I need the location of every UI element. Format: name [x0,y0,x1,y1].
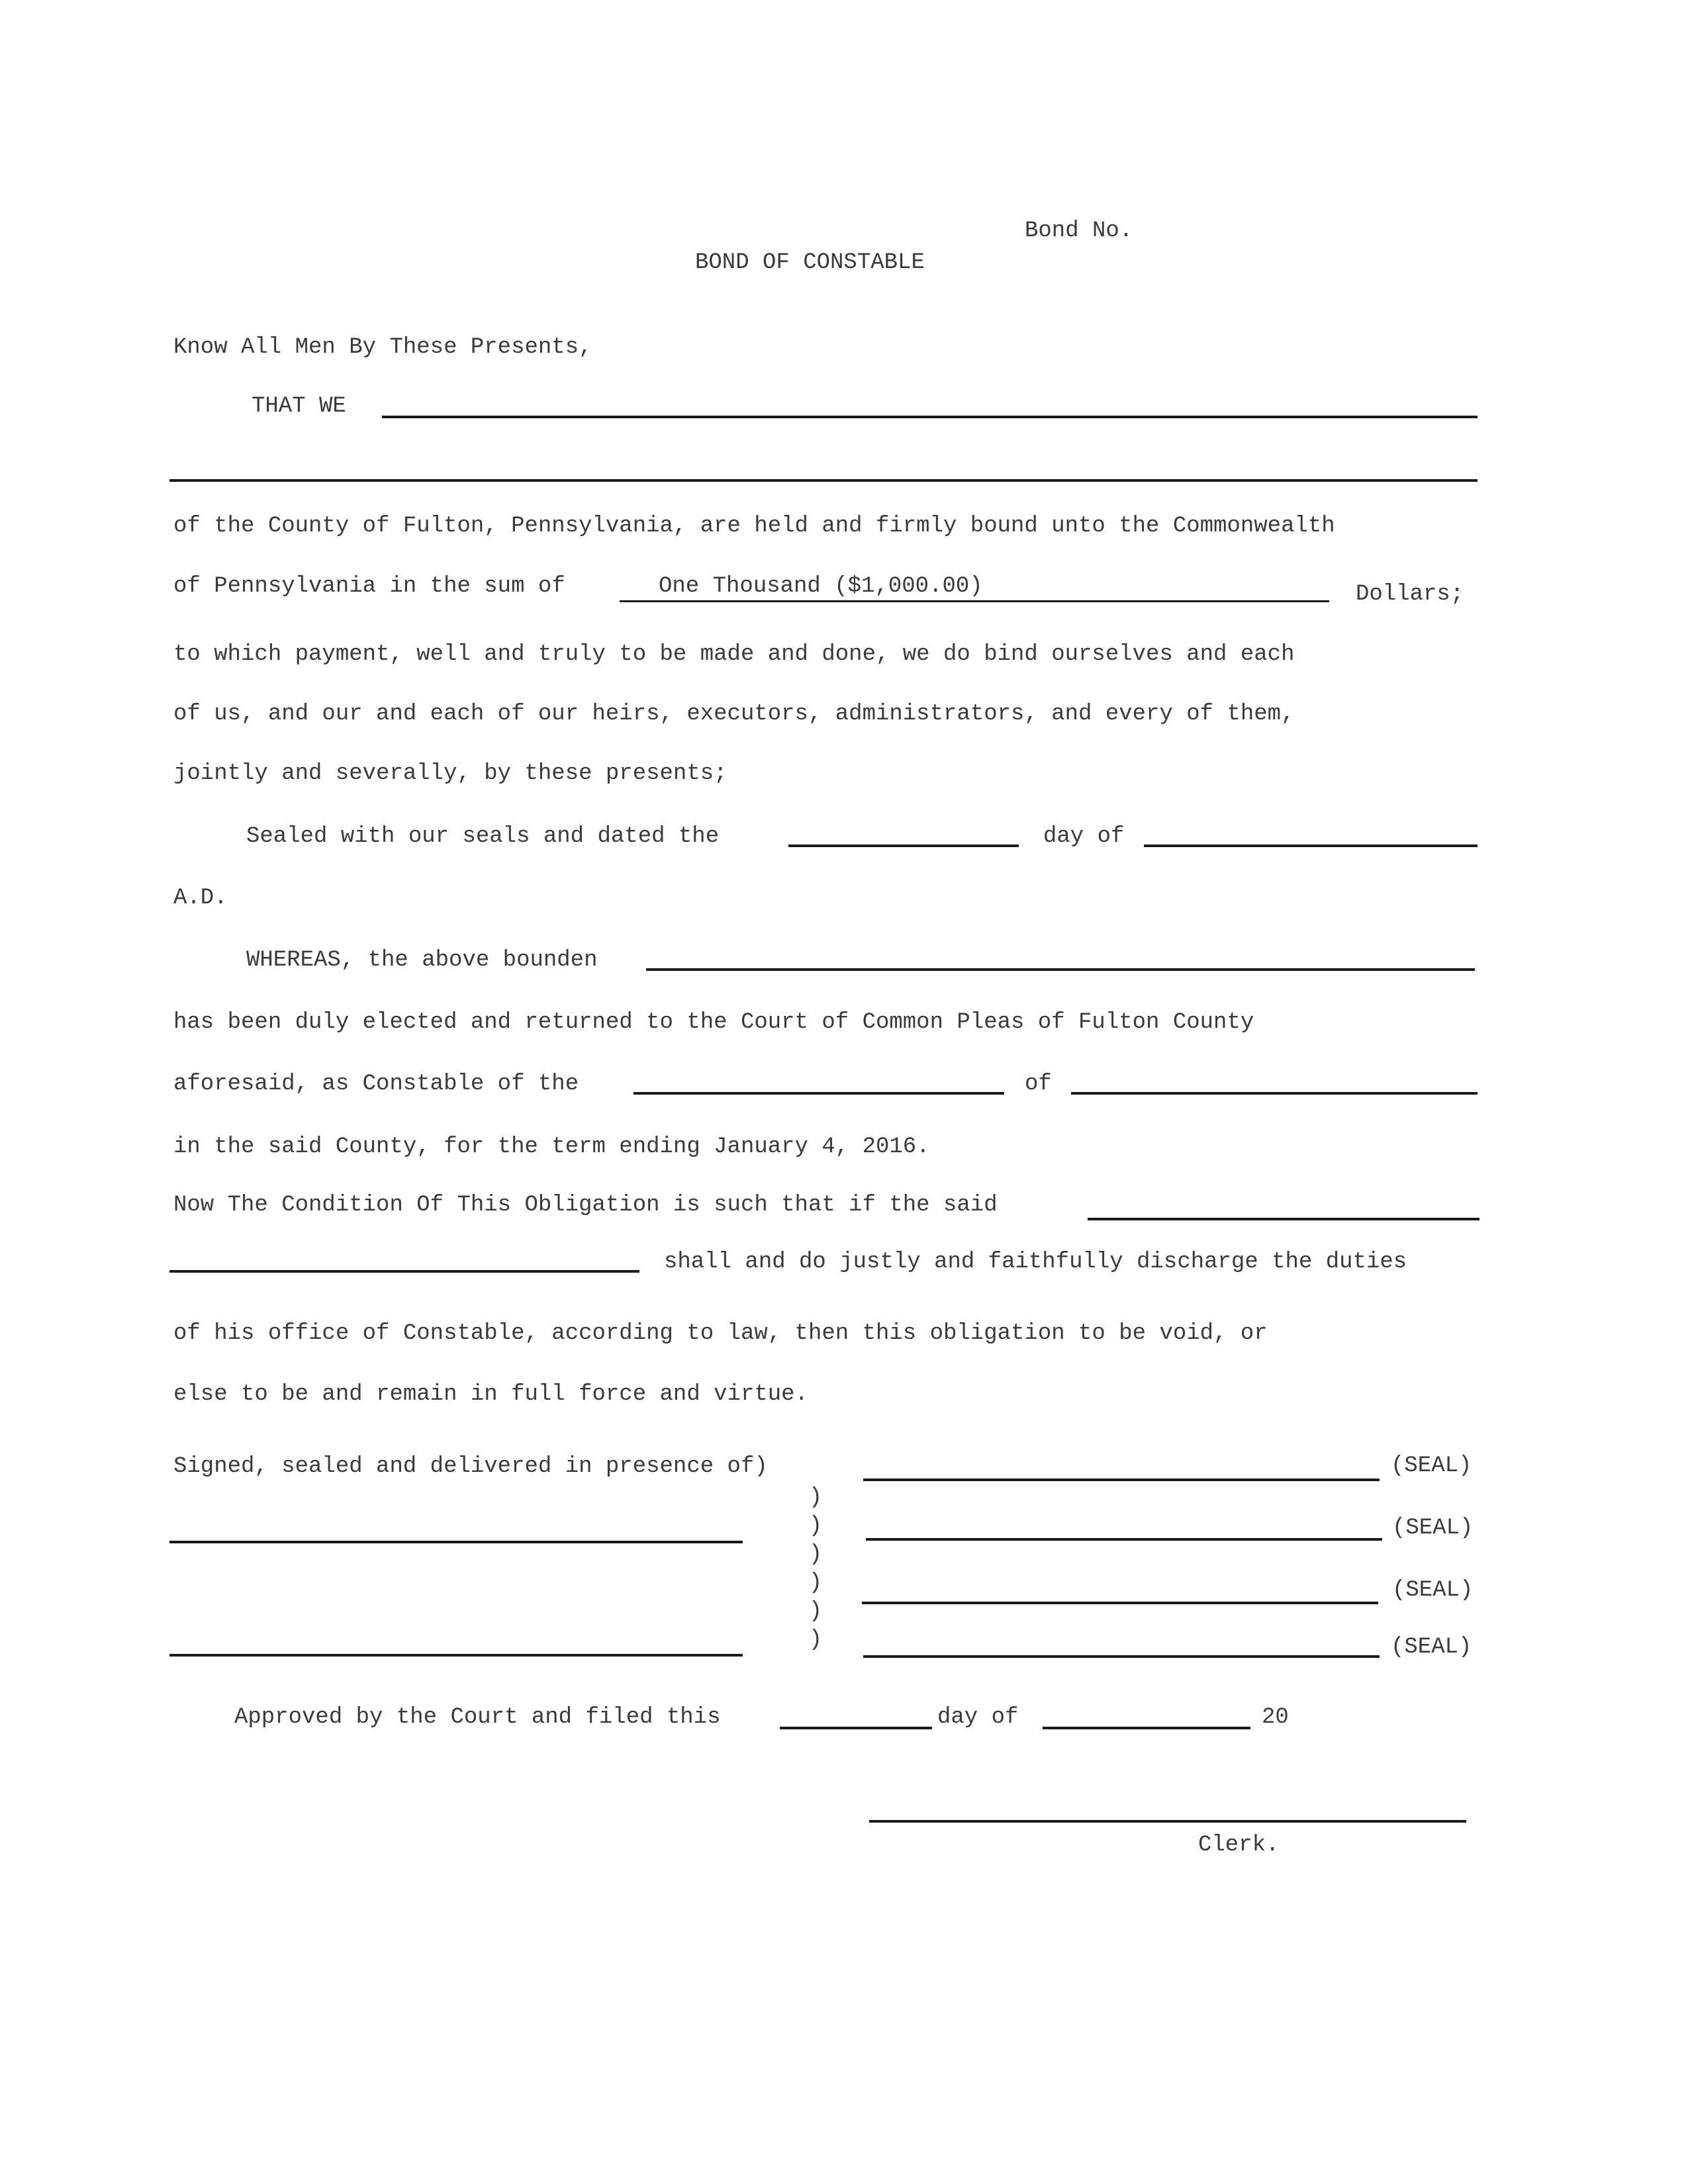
clerk-signature-field[interactable] [869,1820,1466,1823]
condition-name-field-continued[interactable] [169,1270,639,1273]
approval-prefix: Approved by the Court and filed this [234,1705,721,1730]
sum-field[interactable] [620,600,1329,602]
witness-signature-field-2[interactable] [169,1654,743,1657]
anno-domini: A.D. [173,886,228,911]
witness-signature-field-1[interactable] [169,1541,743,1543]
sealed-dated-prefix: Sealed with our seals and dated the [246,824,720,849]
office-line: of his office of Constable, according to law, then this obligation to be void, or [173,1321,1268,1346]
seal-label-4: (SEAL) [1391,1635,1472,1660]
elected-line: has been duly elected and returned to the Court of Common Pleas of Fulton County [173,1010,1254,1035]
payment-line-3: jointly and severally, by these presents; [173,761,727,786]
approval-year-prefix: 20 [1262,1705,1289,1730]
document-title: BOND OF CONSTABLE [695,250,925,275]
sum-suffix: Dollars; [1356,582,1464,607]
bracket-paren: ) [808,1570,823,1596]
remain-line: else to be and remain in full force and virtue. [173,1382,808,1407]
sum-prefix: of Pennsylvania in the sum of [173,574,565,599]
bracket-paren: ) [808,1627,823,1653]
seal-label-3: (SEAL) [1392,1578,1474,1603]
obligor-signature-field-3[interactable] [862,1602,1378,1604]
municipality-field[interactable] [1071,1092,1477,1095]
obligor-signature-field-4[interactable] [863,1655,1380,1658]
condition-name-field[interactable] [1088,1218,1479,1220]
obligors-name-field[interactable] [382,416,1477,418]
aforesaid-prefix: aforesaid, as Constable of the [173,1071,579,1097]
bracket-paren: ) [808,1514,823,1539]
aforesaid-of: of [1025,1071,1052,1097]
presence-label: Signed, sealed and delivered in presence of) [173,1454,768,1479]
obligor-signature-field-2[interactable] [866,1538,1382,1541]
condition-prefix: Now The Condition Of This Obligation is such that if the said [173,1193,998,1218]
approval-day-field[interactable] [780,1727,932,1729]
discharge-suffix: shall and do justly and faithfully discharge the duties [664,1250,1407,1275]
sealed-day-of: day of [1043,824,1125,849]
payment-line-2: of us, and our and each of our heirs, executors, administrators, and every of them, [173,702,1295,727]
sealed-day-field[interactable] [788,844,1019,847]
seal-label-1: (SEAL) [1391,1453,1472,1479]
approval-month-field[interactable] [1043,1727,1250,1729]
whereas-prefix: WHEREAS, the above bounden [246,948,598,973]
opening-line: Know All Men By These Presents, [173,335,592,360]
payment-line-1: to which payment, well and truly to be made and done, we do bind ourselves and each [173,642,1295,667]
bracket-paren: ) [808,1599,823,1624]
obligors-name-field-continued[interactable] [169,479,1477,482]
township-field[interactable] [633,1092,1004,1095]
obligor-signature-field-1[interactable] [863,1479,1380,1481]
seal-label-2: (SEAL) [1392,1516,1474,1541]
that-we-label: THAT WE [252,394,346,419]
term-line: in the said County, for the term ending January 4, 2016. [173,1134,930,1160]
bond-number-label: Bond No. [1025,218,1133,244]
clerk-label: Clerk. [1198,1833,1280,1858]
sum-value: One Thousand ($1,000.00) [659,574,983,599]
held-bound-line: of the County of Fulton, Pennsylvania, are held and firmly bound unto the Commonwealth [173,514,1335,539]
approval-day-of: day of [937,1705,1019,1730]
bracket-paren: ) [808,1485,823,1510]
sealed-month-field[interactable] [1144,844,1477,847]
bounden-name-field[interactable] [646,968,1475,971]
bracket-paren: ) [808,1542,823,1567]
